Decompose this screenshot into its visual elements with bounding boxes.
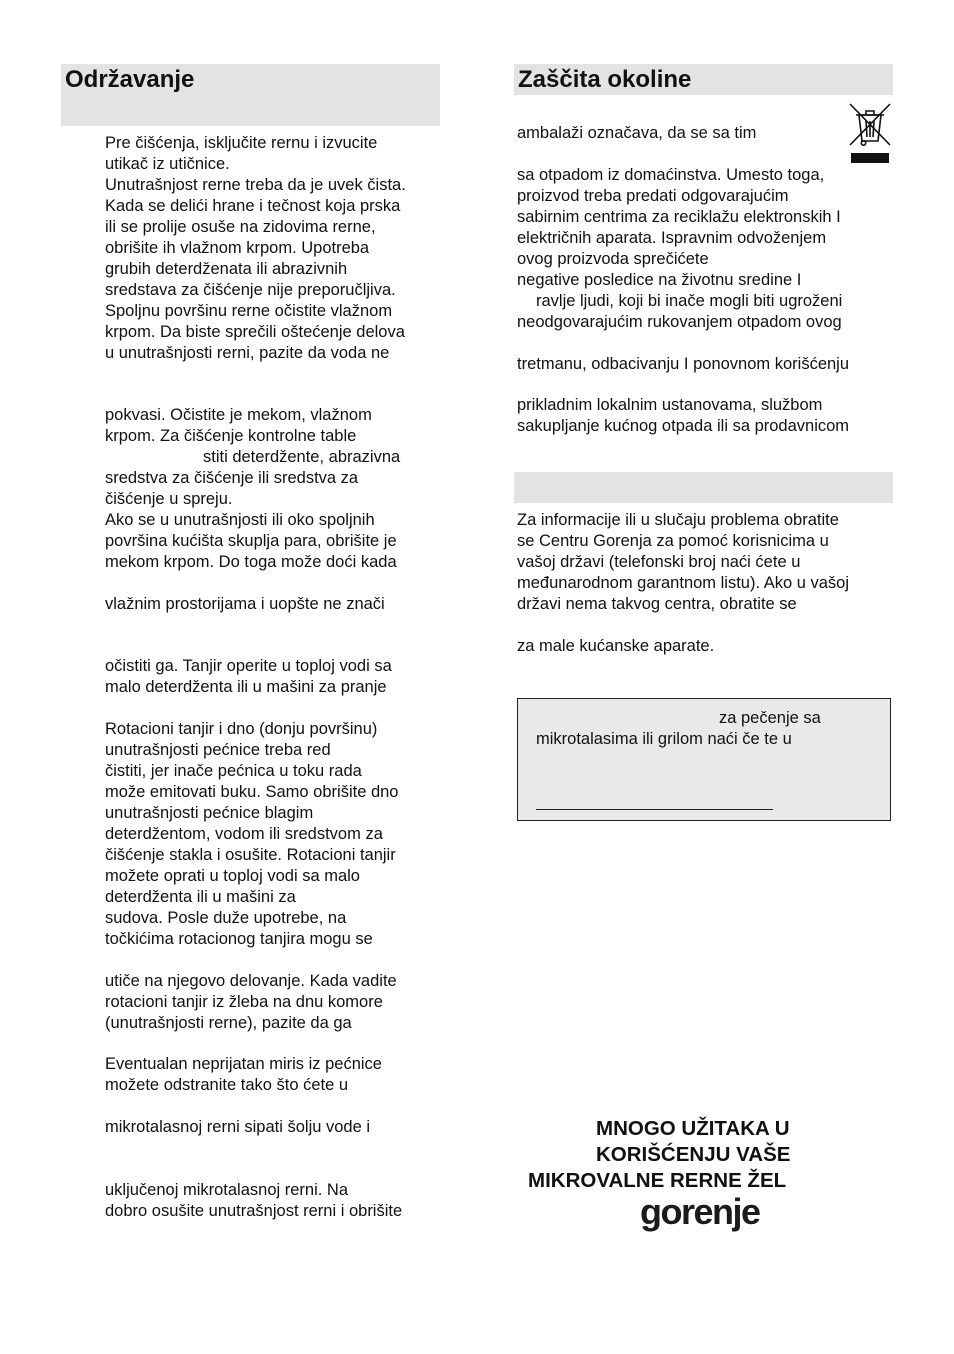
text-line: deterdženta ili u mašini za	[105, 888, 296, 906]
text-line: možete oprati u toploj vodi sa malo	[105, 867, 360, 885]
text-line: obrišite ih vlažnom krpom. Upotreba	[105, 239, 370, 257]
text-line: deterdžentom, vodom ili sredstvom za	[105, 825, 383, 843]
text-line: očistiti ga. Tanjir operite u toploj vodi sa	[105, 657, 392, 675]
text-line: u unutrašnjosti rerni, pazite da voda ne	[105, 344, 390, 362]
text-line: krpom. Da biste sprečili oštećenje delova	[105, 323, 405, 341]
heading-text: Zaščita okoline	[518, 66, 692, 93]
text-line: utiče na njegovo delovanje. Kada vadite	[105, 972, 397, 990]
text-line: Eventualan neprijatan miris iz pećnice	[105, 1055, 382, 1073]
text-line: Ako se u unutrašnjosti ili oko spoljnih	[105, 511, 375, 529]
text-line: vašoj državi (telefonski broj naći ćete u	[517, 553, 801, 571]
crossed-out-wheelie-bin-icon	[847, 101, 893, 165]
notice-line: mikrotalasima ili grilom naći če te u	[536, 730, 792, 748]
text-line: Pre čišćenja, isključite rernu i izvucite	[105, 134, 378, 152]
text-line: pokvasi. Očistite je mekom, vlažnom	[105, 406, 372, 424]
section-heading-environment	[514, 64, 893, 95]
gorenje-logo: gorenje	[640, 1191, 760, 1232]
text-line: sudova. Posle duže upotrebe, na	[105, 909, 347, 927]
text-line: mikrotalasnoj rerni sipati šolju vode i	[105, 1118, 371, 1136]
text-line: uključenoj mikrotalasnoj rerni. Na	[105, 1181, 349, 1199]
text-line: može emitovati buku. Samo obrišite dno	[105, 783, 399, 801]
text-line: (unutrašnjosti rerne), pazite da ga	[105, 1014, 352, 1032]
text-line: unutrašnjosti pećnice blagim	[105, 804, 314, 822]
text-line: za male kućanske aparate.	[517, 637, 715, 655]
text-line: električnih aparata. Ispravnim odvoženjem	[517, 229, 827, 247]
text-line: se Centru Gorenja za pomoć korisnicima u	[517, 532, 829, 550]
text-line: Kada se delići hrane i tečnost koja prska	[105, 197, 401, 215]
text-line: grubih deterdženata ili abrazivnih	[105, 260, 348, 278]
closing-line: MIKROVALNE RERNE ŽEL	[528, 1169, 787, 1192]
section-heading-maintenance	[61, 64, 440, 126]
text-line: vlažnim prostorijama i uopšte ne znači	[105, 595, 385, 613]
text-line: sredstava za čišćenje nije preporučljiva.	[105, 281, 396, 299]
text-line: rotacioni tanjir iz žleba na dnu komore	[105, 993, 383, 1011]
closing-line: MNOGO UŽITAKA U	[596, 1117, 790, 1140]
text-line: međunarodnom garantnom listu). Ako u vašoj	[517, 574, 850, 592]
closing-line: KORIŠĆENJU VAŠE	[596, 1143, 791, 1166]
text-line: tretmanu, odbacivanju I ponovnom korišćenju	[517, 355, 850, 373]
text-line: mekom krpom. Do toga može doći kada	[105, 553, 397, 571]
text-line: ambalaži označava, da se sa tim	[517, 124, 757, 142]
text-line: dobro osušite unutrašnjost rerni i obrišite	[105, 1202, 403, 1220]
text-line: utikač iz utičnice.	[105, 155, 230, 173]
text-line: čišćenje u spreju.	[105, 490, 233, 508]
text-line: Rotacioni tanjir i dno (donju površinu)	[105, 720, 378, 738]
text-line: državi nema takvog centra, obratite se	[517, 595, 797, 613]
text-line: Spoljnu površinu rerne očistite vlažnom	[105, 302, 393, 320]
text-line: točkićima rotacionog tanjira mogu se	[105, 930, 373, 948]
text-line: možete odstranite tako što ćete u	[105, 1076, 349, 1094]
text-line: stiti deterdžente, abrazivna	[203, 448, 401, 466]
text-line: sabirnim centrima za reciklažu elektronskih I	[517, 208, 841, 226]
heading-text: Održavanje	[65, 66, 195, 93]
text-line: sakupljanje kućnog otpada ili sa prodavnicom	[517, 417, 850, 435]
text-line: sa otpadom iz domaćinstva. Umesto toga,	[517, 166, 825, 184]
text-line: unutrašnjosti pećnice treba red	[105, 741, 331, 759]
text-line: krpom. Za čišćenje kontrolne table	[105, 427, 357, 445]
text-line: čistiti, jer inače pećnica u toku rada	[105, 762, 362, 780]
text-line: malo deterdženta ili u mašini za pranje	[105, 678, 387, 696]
text-line: površina kućišta skuplja para, obrišite je	[105, 532, 397, 550]
notice-underline	[536, 809, 773, 810]
text-line: ovog proizvoda sprečićete	[517, 250, 709, 268]
text-line: Za informacije ili u slučaju problema obratite	[517, 511, 839, 529]
text-line: čišćenje stakla i osušite. Rotacioni tanjir	[105, 846, 396, 864]
text-line: negative posledice na životnu sredine I	[517, 271, 802, 289]
notice-box	[517, 698, 891, 821]
text-line: Unutrašnjost rerne treba da je uvek čista.	[105, 176, 406, 194]
text-line: ravlje ljudi, koji bi inače mogli biti ugroženi	[536, 292, 843, 310]
text-line: prikladnim lokalnim ustanovama, službom	[517, 396, 823, 414]
section-heading-bar	[514, 472, 893, 503]
text-line: neodgovarajućim rukovanjem otpadom ovog	[517, 313, 842, 331]
text-line: ili se prolije osuše na zidovima rerne,	[105, 218, 376, 236]
text-line: sredstva za čišćenje ili sredstva za	[105, 469, 359, 487]
notice-line: za pečenje sa	[719, 709, 821, 727]
text-line: proizvod treba predati odgovarajućim	[517, 187, 789, 205]
